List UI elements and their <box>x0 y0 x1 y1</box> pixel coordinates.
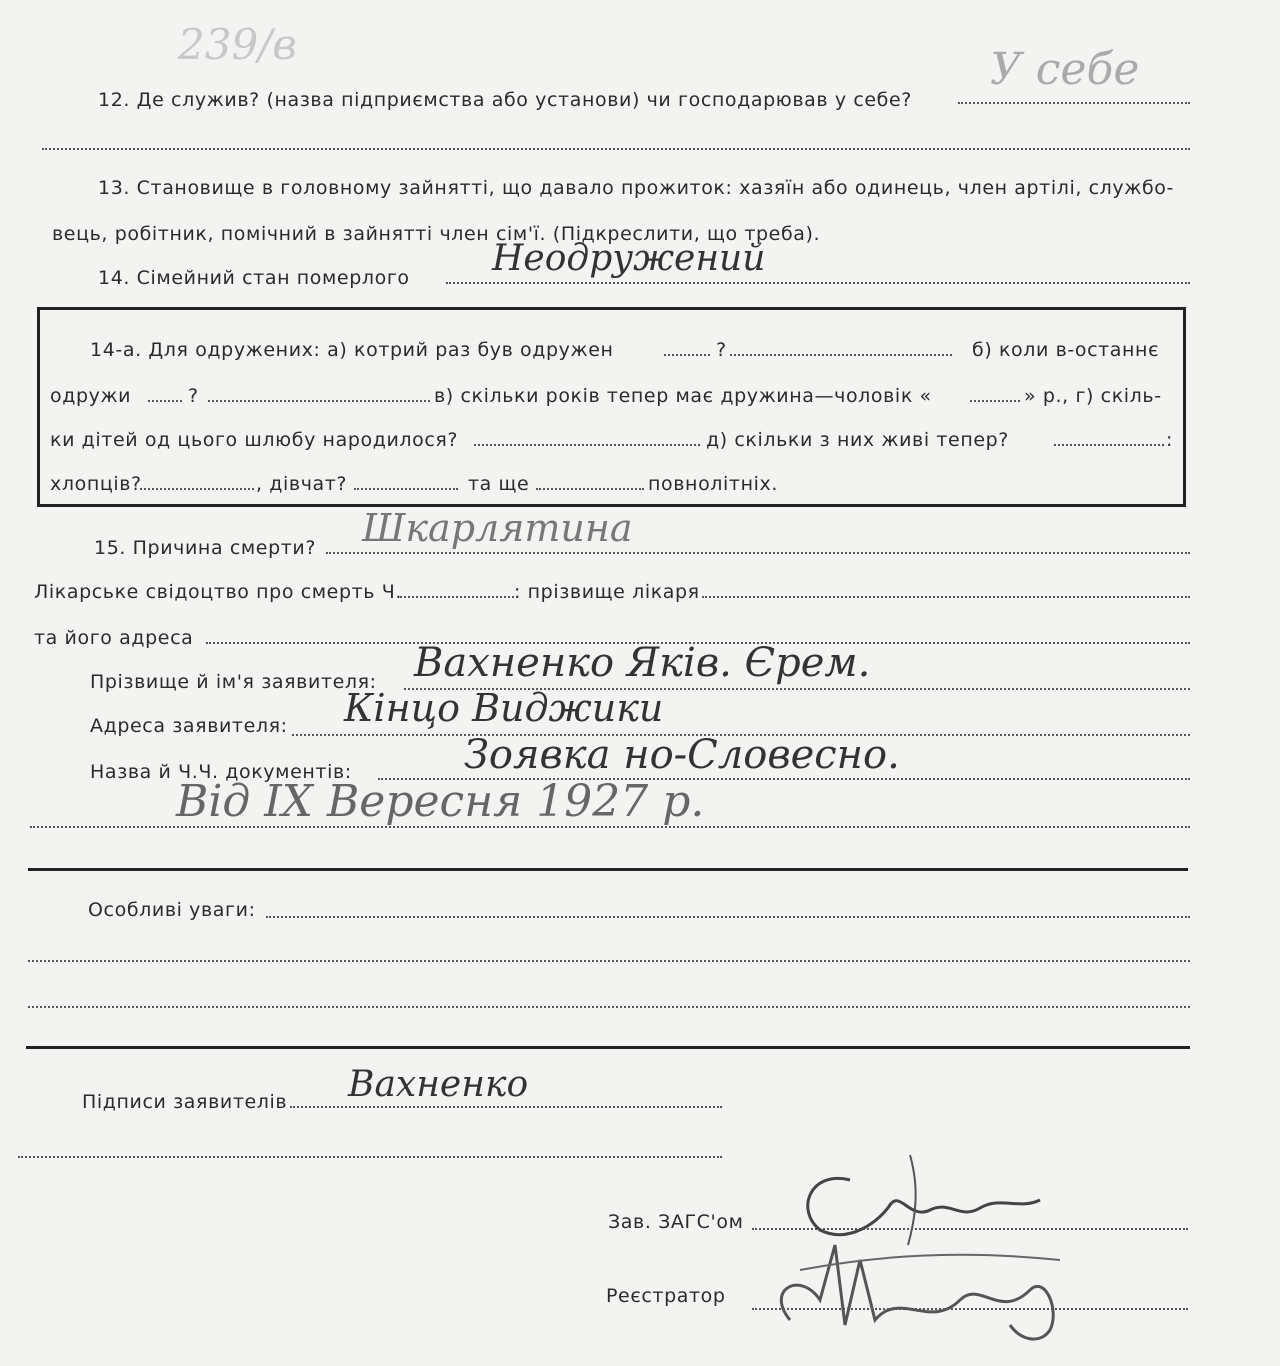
q15-label: 15. Причина смерти? <box>94 537 317 559</box>
q14a-line-2 <box>730 354 952 356</box>
documents-value: Зоявка но-Словесно. <box>464 732 900 778</box>
q14a-text-7: д) скільки з них живі тепер? <box>706 429 1009 451</box>
doctor-address-label: та його адреса <box>34 627 194 649</box>
death-cert-line <box>400 596 514 598</box>
applicant-address-value: Кінцо Виджики <box>344 686 664 730</box>
applicants-signatures-line <box>290 1106 722 1108</box>
doctor-line <box>702 596 1190 598</box>
section-divider-2 <box>26 1046 1190 1049</box>
q14a-text-6: ки дітей од цього шлюбу народилося? <box>50 429 459 451</box>
q14a-line-3 <box>148 400 182 402</box>
q13-line1: 13. Становище в головному зайнятті, що давало прожиток: хазяїн або одинець, член артілі, службо- <box>98 177 1174 199</box>
notes-line-1 <box>266 916 1190 918</box>
q12-label: 12. Де служив? (назва підприємства або установи) чи господарював у себе? <box>98 89 912 111</box>
notes-line-3 <box>28 1006 1190 1008</box>
q14a-text-10: та ще <box>468 473 530 495</box>
doctor-label: : прізвище лікаря <box>514 581 700 603</box>
q14a-line-10 <box>536 488 644 490</box>
q15-line <box>326 552 1190 554</box>
q14a-line-9 <box>354 488 458 490</box>
q13-line2: вець, робітник, помічний в зайнятті член сім'ї. (Підкреслити, що треба). <box>52 223 821 245</box>
q14a-colon: : <box>1166 429 1174 451</box>
applicants-signatures-label: Підписи заявителів <box>82 1091 288 1113</box>
documents-label: Назва й Ч.Ч. документів: <box>90 761 352 783</box>
documents-value-2: Від ІХ Вересня 1927 р. <box>176 776 705 827</box>
applicants-signatures-value: Вахненко <box>348 1064 529 1105</box>
q14a-text-8: хлопців? <box>50 473 142 495</box>
applicants-signatures-line-2 <box>18 1156 722 1158</box>
section-divider-1 <box>28 868 1188 871</box>
registrar-signature <box>760 1230 1080 1350</box>
q14-answer: Неодружений <box>492 238 766 279</box>
q14a-line-4 <box>208 400 430 402</box>
q14a-text-4: в) скільки років тепер має дружина—чоловік « <box>434 385 932 407</box>
applicant-name-value: Вахненко Яків. Єрем. <box>414 640 871 686</box>
applicant-name-label: Прізвище й ім'я заявителя: <box>90 671 377 693</box>
applicant-address-label: Адреса заявителя: <box>90 715 288 737</box>
q12-line <box>958 102 1190 104</box>
q14a-line-8 <box>140 488 254 490</box>
q14a-line-5 <box>970 400 1020 402</box>
q14a-line-6 <box>474 444 700 446</box>
q12-line-2 <box>42 148 1190 150</box>
q14a-text-9: , дівчат? <box>256 473 348 495</box>
q14a-q-1: ? <box>716 339 727 361</box>
registrar-label: Реєстратор <box>606 1285 726 1307</box>
q14-line <box>446 282 1190 284</box>
notes-line-2 <box>28 960 1190 962</box>
q14a-text-2: б) коли в-останнє <box>972 339 1160 361</box>
q14a-text-5: » р., г) скіль- <box>1024 385 1162 407</box>
q14a-line-7 <box>1054 444 1164 446</box>
q14a-text-11: повнолітніх. <box>648 473 778 495</box>
q14a-text-1: 14-а. Для одружених: а) котрий раз був одружен <box>90 339 614 361</box>
q14a-q-2: ? <box>188 385 199 407</box>
q15-answer: Шкарлятина <box>362 506 633 550</box>
registry-head-label: Зав. ЗАГС'ом <box>608 1211 744 1233</box>
q14-label: 14. Сімейний стан померлого <box>98 267 410 289</box>
death-cert-label: Лікарське свідоцтво про смерть Ч. <box>34 581 402 603</box>
pencil-note: 239/в <box>178 20 297 69</box>
q14a-text-3: одружи <box>50 385 132 407</box>
notes-label: Особливі уваги: <box>88 899 256 921</box>
q12-answer: У себе <box>990 44 1140 95</box>
q14a-line-1 <box>664 354 710 356</box>
